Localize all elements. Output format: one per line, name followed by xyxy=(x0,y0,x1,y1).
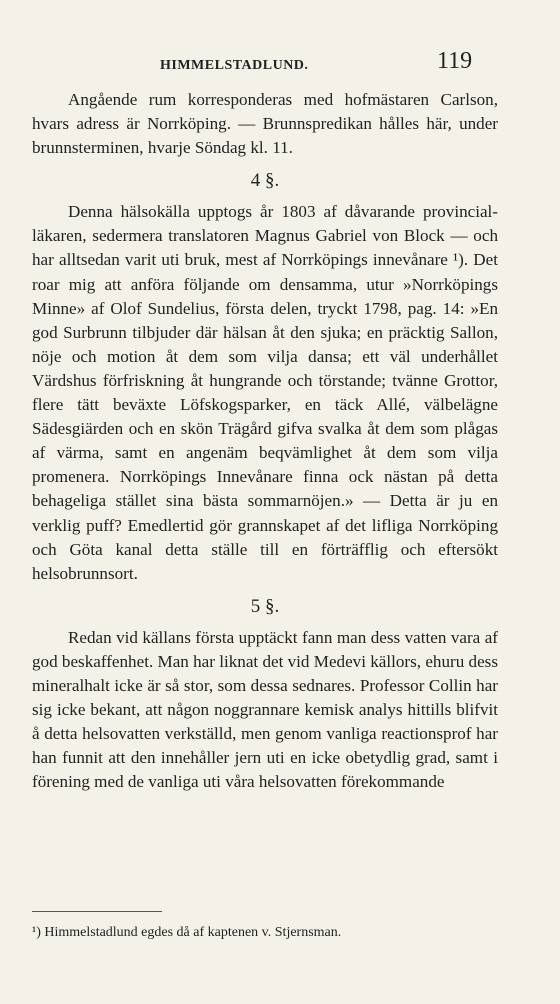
running-head: HIMMELSTADLUND. xyxy=(160,58,309,73)
footnote: ¹) Himmelstadlund egdes då af kaptenen v. Stjernsman. xyxy=(32,925,342,940)
paragraph: Angående rum korresponderas med hofmästaren Carlson, hvars adress är Norrköping. — Brunnspredikan hålles här, under brunnsterminen, hvarje Söndag kl. 11. xyxy=(32,90,498,158)
section-heading: 4 §. xyxy=(250,170,280,192)
page-header xyxy=(0,44,560,80)
page-body xyxy=(32,88,498,794)
footnote-rule xyxy=(32,911,162,912)
paragraph: Redan vid källans första upptäckt fann man dess vatten vara af god beskaffenhet. Man har liknat det vid Medevi källors, ehuru dess mineralhalt icke är så stor, som dessa sednares. Professor Collin har sig icke bekant, att någon noggrannare kemisk analys hittills blifvit å detta helsovatten verkställd, men genom vanliga reactionsprof har han funnit att den innehåller jern uti en icke obetydlig grad, samt i förening med de vanliga uti våra helsovatten förekommande xyxy=(32,627,498,792)
paragraph: Denna hälsokälla upptogs år 1803 af dåvarande provincial-läkaren, sedermera translatoren Magnus Gabriel von Block — och har alltsedan varit uti bruk, mest af Norrköpings innevånare ¹). Det roar mig att anföra följande om densamma, utur »Norrköpings Minne» af Olof Sundelius, första delen, tryckt 1798, pag. 14: »En god Surbrunn tilbjuder där hälsan åt den sjuka; en präcktig Sallon, nöje och motion åt dem som vilja dansa; ett väl underhållet Värdshus förfriskning åt hungrande och törstande; tvänne Grottor, flere tätt beväxte Löfskogsparker, en täck Allé, välbelägne Sädesgiärden och en skön Trägård gifva svalka åt dem som plågas af värma, samt en angenäm beqvämlighet åt dem som vilja promenera. Norrköpings Innevånare finna ock nästan på detta behageliga stället sina bästa sommarnöjen.» — Detta är ju en verklig puff? Emedlertid gör grannskapet af det lifliga Norrköping och Göta kanal detta ställe till en förträfflig och eftersökt helsobrunnsort. xyxy=(32,202,498,583)
page-number: 119 xyxy=(437,48,473,74)
section-heading: 5 §. xyxy=(250,595,280,617)
